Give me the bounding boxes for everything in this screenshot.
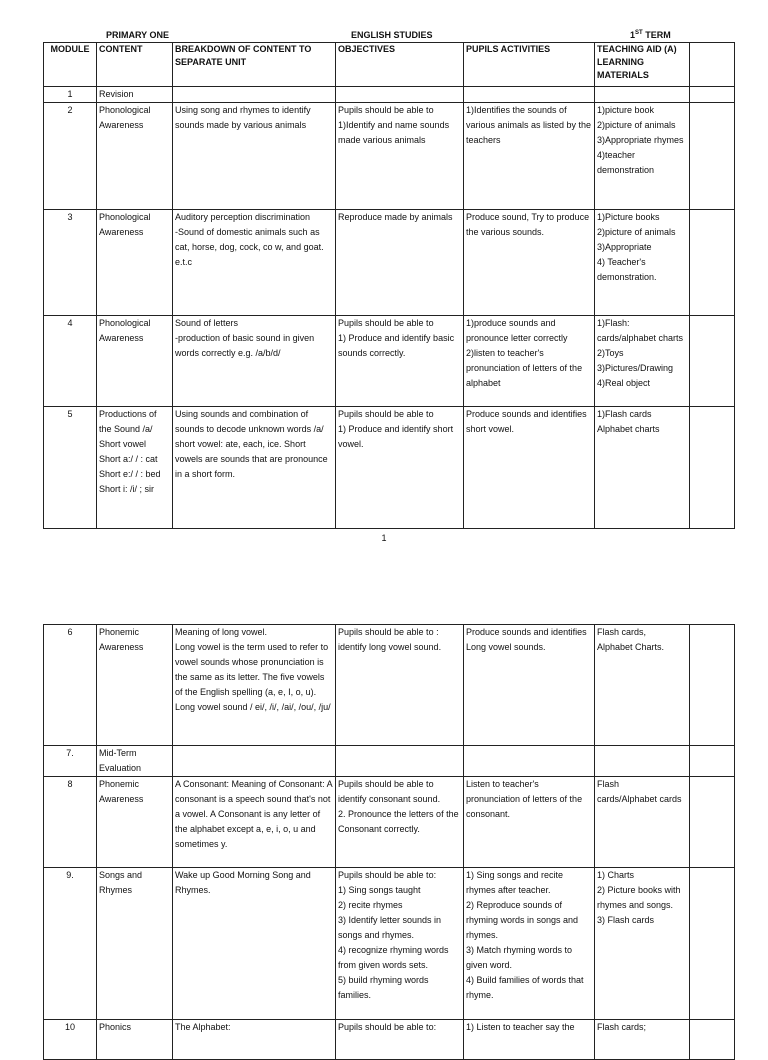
cell-content: Songs and Rhymes — [97, 868, 173, 1020]
table-row — [44, 1020, 735, 1060]
col-extra — [690, 43, 735, 87]
cell-content: Productions of the Sound /a/ Short vowel Short a:/ / : cat Short e:/ / : bed Short i: /i/ ; sir — [97, 407, 173, 529]
term-number: 1 — [630, 30, 636, 40]
table-row — [44, 103, 735, 210]
cell-content: Phonological Awareness — [97, 316, 173, 407]
cell-aids: 1)Picture books 2)picture of animals 3)Appropriate 4) Teacher's demonstration. — [595, 210, 690, 316]
cell-module: 6 — [44, 625, 97, 746]
table-row — [44, 625, 735, 746]
cell-breakdown: Wake up Good Morning Song and Rhymes. — [173, 868, 336, 1020]
cell-objectives: Pupils should be able to 1) Produce and identify basic sounds correctly. — [336, 316, 464, 407]
term-suffix: ST — [635, 30, 643, 36]
cell-activities: 1) Listen to teacher say the — [464, 1020, 595, 1060]
cell-module: 2 — [44, 103, 97, 210]
cell-extra — [690, 210, 735, 316]
col-objectives: OBJECTIVES — [336, 43, 464, 87]
cell-aids — [595, 87, 690, 103]
cell-aids: 1)Flash: cards/alphabet charts 2)Toys 3)Pictures/Drawing 4)Real object — [595, 316, 690, 407]
cell-extra — [690, 868, 735, 1020]
cell-extra — [690, 625, 735, 746]
cell-module: 1 — [44, 87, 97, 103]
cell-activities: 1) Sing songs and recite rhymes after teacher. 2) Reproduce sounds of rhyming words in songs and rhymes. 3) Match rhyming words to given word. 4) Build families of words that rhyme. — [464, 868, 595, 1020]
cell-module: 10 — [44, 1020, 97, 1060]
cell-activities: Listen to teacher's pronunciation of letters of the consonant. — [464, 777, 595, 868]
cell-module: 7. — [44, 746, 97, 777]
table-row — [44, 777, 735, 868]
col-content: CONTENT — [97, 43, 173, 87]
cell-content: Mid-Term Evaluation — [97, 746, 173, 777]
cell-extra — [690, 1020, 735, 1060]
subject-title: ENGLISH STUDIES — [351, 30, 433, 40]
cell-breakdown: Auditory perception discrimination -Sound of domestic animals such as cat, horse, dog, cock, co w, and goat. e.t.c — [173, 210, 336, 316]
cell-activities: 1)Identifies the sounds of various animals as listed by the teachers — [464, 103, 595, 210]
cell-content: Phonics — [97, 1020, 173, 1060]
cell-breakdown — [173, 746, 336, 777]
cell-objectives — [336, 746, 464, 777]
cell-module: 8 — [44, 777, 97, 868]
header-row — [44, 43, 735, 87]
table-row — [44, 316, 735, 407]
cell-objectives: Pupils should be able to identify consonant sound. 2. Pronounce the letters of the Consonant correctly. — [336, 777, 464, 868]
cell-aids: 1)picture book 2)picture of animals 3)Appropriate rhymes 4)teacher demonstration — [595, 103, 690, 210]
cell-activities: Produce sounds and identifies Long vowel sounds. — [464, 625, 595, 746]
cell-content: Phonemic Awareness — [97, 625, 173, 746]
col-activities: PUPILS ACTIVITIES — [464, 43, 595, 87]
cell-extra — [690, 87, 735, 103]
table-row — [44, 87, 735, 103]
cell-activities: Produce sound, Try to produce the various sounds. — [464, 210, 595, 316]
scheme-table-page-1 — [43, 42, 735, 529]
cell-content: Phonemic Awareness — [97, 777, 173, 868]
cell-breakdown: Using song and rhymes to identify sounds made by various animals — [173, 103, 336, 210]
cell-breakdown: A Consonant: Meaning of Consonant: A consonant is a speech sound that's not a vowel. A Consonant is any letter of the alphabet except a, e, i, o, u and sometimes y. — [173, 777, 336, 868]
cell-module: 9. — [44, 868, 97, 1020]
cell-aids: 1)Flash cards Alphabet charts — [595, 407, 690, 529]
cell-extra — [690, 746, 735, 777]
cell-activities — [464, 87, 595, 103]
cell-extra — [690, 407, 735, 529]
cell-content: Phonological Awareness — [97, 210, 173, 316]
cell-aids: Flash cards, Alphabet Charts. — [595, 625, 690, 746]
cell-objectives: Pupils should be able to : identify long vowel sound. — [336, 625, 464, 746]
cell-breakdown: Meaning of long vowel. Long vowel is the term used to refer to vowel sounds whose pronunciation is the same as its letter. The five vowels of the English spelling (a, e, I, o, u). Long vowel sound / ei/, /i/, /ai/, /ou/, /ju/ — [173, 625, 336, 746]
cell-activities: Produce sounds and identifies short vowel. — [464, 407, 595, 529]
cell-breakdown — [173, 87, 336, 103]
cell-aids: Flash cards; — [595, 1020, 690, 1060]
col-breakdown: BREAKDOWN OF CONTENT TO SEPARATE UNIT — [173, 43, 336, 87]
cell-breakdown: Sound of letters -production of basic sound in given words correctly e.g. /a/b/d/ — [173, 316, 336, 407]
cell-breakdown: Using sounds and combination of sounds to decode unknown words /a/ short vowel: ate, each, ice. Short vowels are sounds that are pronounce in a short form. — [173, 407, 336, 529]
class-name: PRIMARY ONE — [106, 30, 170, 40]
term-word: TERM — [645, 30, 671, 40]
table-row — [44, 868, 735, 1020]
cell-module: 5 — [44, 407, 97, 529]
cell-objectives — [336, 87, 464, 103]
cell-aids: Flash cards/Alphabet cards — [595, 777, 690, 868]
cell-objectives: Pupils should be able to: 1) Sing songs taught 2) recite rhymes 3) Identify letter sounds in songs and rhymes. 4) recognize rhyming words from given words sets. 5) build rhyming words families. — [336, 868, 464, 1020]
page-number: 1 — [381, 533, 387, 543]
cell-aids: 1) Charts 2) Picture books with rhymes and songs. 3) Flash cards — [595, 868, 690, 1020]
term-label — [630, 30, 671, 40]
cell-module: 3 — [44, 210, 97, 316]
cell-objectives: Pupils should be able to 1)Identify and name sounds made various animals — [336, 103, 464, 210]
cell-objectives: Pupils should be able to: — [336, 1020, 464, 1060]
cell-extra — [690, 103, 735, 210]
cell-activities: 1)produce sounds and pronounce letter correctly 2)listen to teacher's pronunciation of letters of the alphabet — [464, 316, 595, 407]
scheme-table-page-2 — [43, 624, 735, 1060]
cell-activities — [464, 746, 595, 777]
col-module: MODULE — [44, 43, 97, 87]
cell-module: 4 — [44, 316, 97, 407]
table-row — [44, 746, 735, 777]
cell-content: Revision — [97, 87, 173, 103]
cell-objectives: Pupils should be able to 1) Produce and identify short vowel. — [336, 407, 464, 529]
cell-objectives: Reproduce made by animals — [336, 210, 464, 316]
table-row — [44, 407, 735, 529]
cell-extra — [690, 777, 735, 868]
table-row — [44, 210, 735, 316]
cell-breakdown: The Alphabet: — [173, 1020, 336, 1060]
cell-content: Phonological Awareness — [97, 103, 173, 210]
col-aids: TEACHING AID (A) LEARNING MATERIALS — [595, 43, 690, 87]
cell-extra — [690, 316, 735, 407]
cell-aids — [595, 746, 690, 777]
